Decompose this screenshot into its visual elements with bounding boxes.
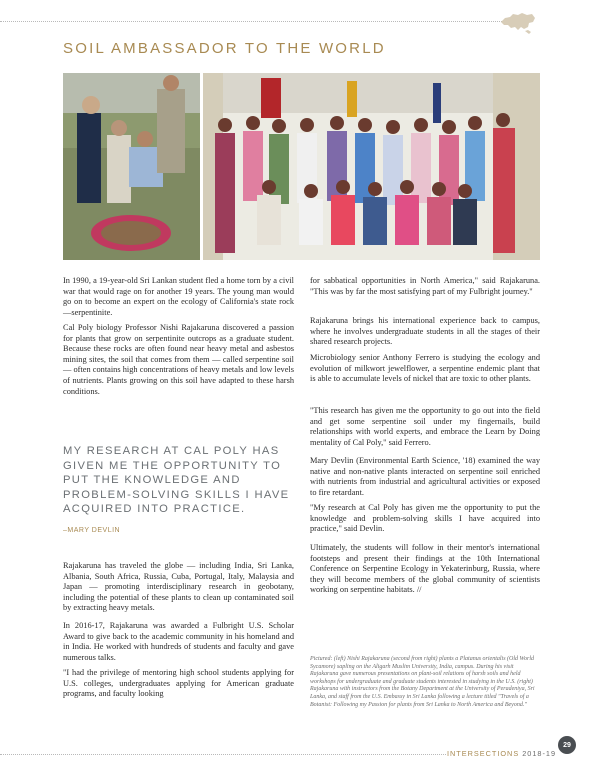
asia-map-icon: [498, 10, 538, 36]
photo-caption: Pictured: (left) Nishi Rajakaruna (second from right) plants a Platanus orientalis (Old World Sycamore) sapling on the Aligarh Muslim University, India, campus. During his visit Rajakaruna gave numerous presentations on plant-soil relations of harsh soils and held workshops for undergraduate and graduate students interested in studying in the U.S. (right) Rajakaruna with instructors from the Botany Department at the University of Peradeniya, Sri Lanka, and staff from the U.S. Embassy in Sri Lanka following a lecture titled "Travels of a Botanist: Following my Passion for plants from Sri Lanka to North America and Beyond.": [310, 656, 535, 708]
body-paragraph: Microbiology senior Anthony Ferrero is studying the ecology and evolution of milkwort jewelflower, a serpentine endemic plant that is able to accumulate levels of nickel that are toxic to other plants.: [310, 353, 540, 384]
body-paragraph: for sabbatical opportunities in North America," said Rajakaruna. "This was by far the most satisfying part of my Fulbright journey.": [310, 276, 540, 296]
pull-quote-attribution: –MARY DEVLIN: [63, 527, 121, 534]
publication-year: 2018-19: [522, 749, 557, 758]
body-paragraph: In 1990, a 19-year-old Sri Lankan student fled a home torn by a civil war that would rage on for another 19 years. The young man would go on to become an expert on the ecology of California's state rock —serpentinite.: [63, 276, 294, 317]
body-paragraph: Rajakaruna brings his international experience back to campus, where he involves undergraduate students in all the stages of their shared research projects.: [310, 316, 540, 347]
footer: [447, 749, 556, 758]
top-divider: [0, 21, 520, 22]
pull-quote: MY RESEARCH AT CAL POLY HAS GIVEN ME THE OPPORTUNITY TO PUT THE KNOWLEDGE AND PROBLEM-SOLVING SKILLS I HAVE ACQUIRED INTO PRACTICE.: [63, 445, 290, 516]
body-paragraph: Cal Poly biology Professor Nishi Rajakaruna discovered a passion for plants that grow on serpentinite outcrops as a graduate student. Because these rocks are often found near heavy metal and asbestos mining sites, the soil that comes from them — called serpentine soil — often contains high concentrations of heavy metals and low levels of nutrients. Plants growing on this soil have adapted to these harsh conditions.: [63, 323, 294, 396]
body-paragraph: "My research at Cal Poly has given me the opportunity to put the knowledge and problem-solving skills I have acquired into practice," said Devlin.: [310, 503, 540, 534]
tree-planting-photo: [63, 73, 200, 260]
body-paragraph: "I had the privilege of mentoring high school students applying for U.S. colleges, undergraduates applying for American graduate programs, and faculty looking: [63, 668, 294, 699]
body-paragraph: Ultimately, the students will follow in their mentor's international footsteps and present their findings at the 10th International Conference on Serpentine Ecology in Yekaterinburg, Russia, where they will become members of the global community of scientists working on serpentine habitats. //: [310, 543, 540, 595]
body-paragraph: Rajakaruna has traveled the globe — including India, Sri Lanka, Albania, South Africa, Russia, Cuba, Portugal, Italy, Malaysia and Japan — promoting interdisciplinary research in geobotany, including the potential of these plants to clean up contaminated soil by extracting heavy metals.: [63, 561, 294, 613]
body-paragraph: Mary Devlin (Environmental Earth Science, '18) examined the way native and non-native plants interacted on serpentine soil enriched with nutrients from industrial and agricultural activities or exposed to fire retardant.: [310, 456, 540, 497]
body-paragraph: "This research has given me the opportunity to go out into the field and get some serpentine soil under my fingernails, build relationships with world experts, and embrace the Learn by Doing mentality of Cal Poly," said Ferrero.: [310, 406, 540, 447]
publication-name: INTERSECTIONS: [447, 749, 520, 758]
bottom-divider: [0, 754, 446, 755]
page-title: SOIL AMBASSADOR TO THE WORLD: [63, 40, 386, 57]
body-paragraph: In 2016-17, Rajakaruna was awarded a Fulbright U.S. Scholar Award to give back to the academic community in his homeland and in India. He worked with hundreds of students and faculty and gave numerous talks.: [63, 621, 294, 662]
group-photo: [203, 73, 540, 260]
page-number-badge: 29: [558, 736, 576, 754]
